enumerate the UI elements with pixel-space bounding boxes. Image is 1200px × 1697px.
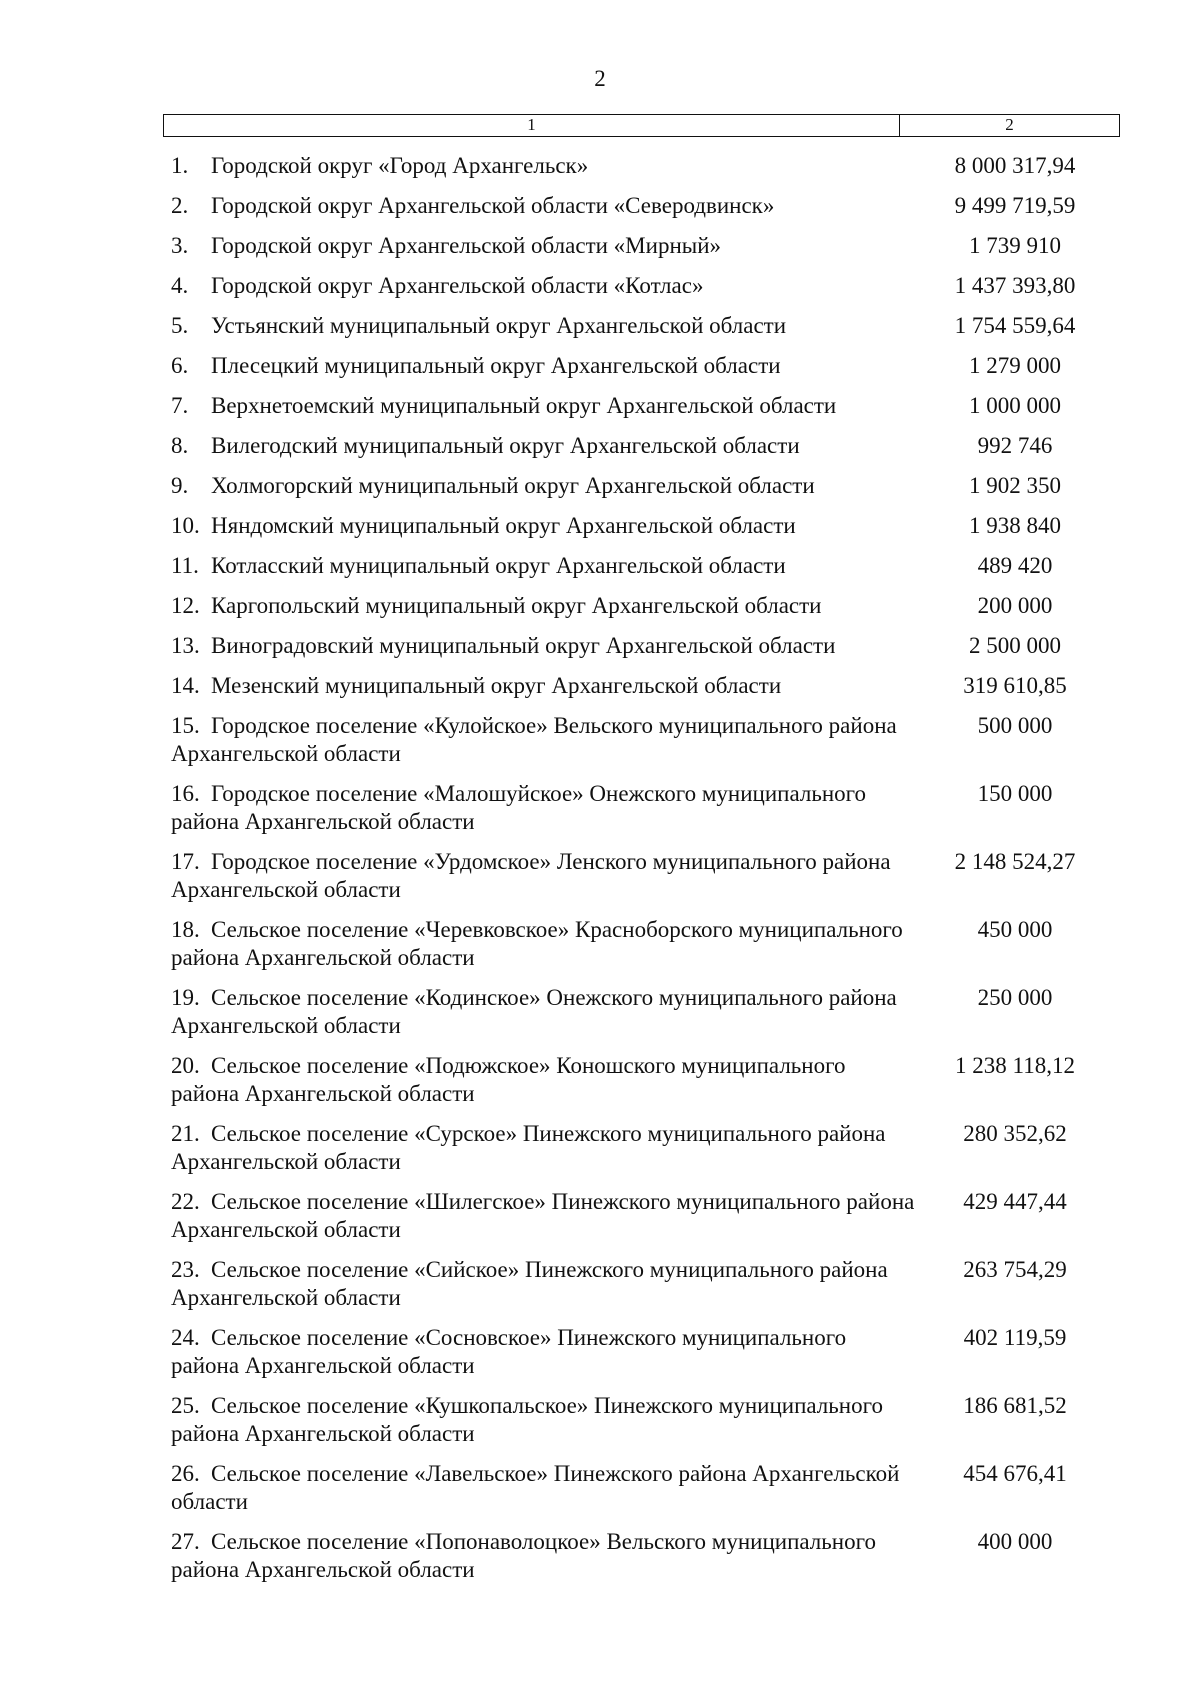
row-number: 20. — [171, 1053, 200, 1078]
table-row — [171, 1324, 1120, 1392]
row-number: 12. — [171, 593, 200, 618]
row-number: 17. — [171, 849, 200, 874]
row-name — [171, 1052, 926, 1120]
row-value: 1 000 000 — [969, 393, 1061, 418]
table-row — [171, 1188, 1120, 1256]
row-label: Городской округ Архангельской области «Северодвинск» — [211, 193, 775, 218]
row-name — [171, 848, 926, 916]
table-row — [171, 272, 1120, 312]
row-label: Холмогорский муниципальный округ Архангельской области — [211, 473, 815, 498]
row-value: 2 500 000 — [969, 633, 1061, 658]
header-col-2: 2 — [1005, 115, 1014, 134]
row-value: 1 902 350 — [969, 473, 1061, 498]
row-name — [171, 232, 926, 272]
page-number: 2 — [594, 66, 606, 91]
row-name — [171, 672, 926, 712]
row-number: 9. — [171, 473, 189, 498]
row-value: 2 148 524,27 — [954, 849, 1076, 874]
table-header — [163, 114, 1120, 137]
row-number: 3. — [171, 233, 189, 258]
row-name — [171, 1120, 926, 1188]
row-name — [171, 472, 926, 512]
row-number: 16. — [171, 781, 200, 806]
row-name — [171, 780, 926, 848]
row-name — [171, 392, 926, 432]
row-label: Сельское поселение «Сосновское» Пинежского муниципального района Архангельской области — [171, 1325, 847, 1378]
row-label: Мезенский муниципальный округ Архангельской области — [211, 673, 782, 698]
row-label: Сельское поселение «Подюжское» Коношского муниципального района Архангельской области — [171, 1053, 846, 1106]
table-row — [171, 152, 1120, 192]
row-name — [171, 432, 926, 472]
row-value: 1 279 000 — [969, 353, 1061, 378]
table-row — [171, 552, 1120, 592]
table-row — [171, 232, 1120, 272]
row-number: 25. — [171, 1393, 200, 1418]
row-name — [171, 592, 926, 632]
table-row — [171, 592, 1120, 632]
row-value: 200 000 — [977, 593, 1053, 618]
row-label: Городское поселение «Урдомское» Ленского муниципального района Архангельской области — [171, 849, 891, 902]
row-value: 250 000 — [977, 985, 1053, 1010]
row-name — [171, 1392, 926, 1460]
row-name — [171, 1256, 926, 1324]
row-value: 1 238 118,12 — [955, 1053, 1075, 1078]
table-row — [171, 780, 1120, 848]
row-label: Городское поселение «Малошуйское» Онежского муниципального района Архангельской области — [171, 781, 866, 834]
row-number: 26. — [171, 1461, 200, 1486]
row-label: Сельское поселение «Черевковское» Красноборского муниципального района Архангельской области — [171, 917, 903, 970]
table-row — [171, 392, 1120, 432]
table-row — [171, 1256, 1120, 1324]
row-label: Каргопольский муниципальный округ Архангельской области — [211, 593, 822, 618]
row-value: 400 000 — [977, 1529, 1053, 1554]
row-number: 27. — [171, 1529, 200, 1554]
row-number: 7. — [171, 393, 189, 418]
row-number: 10. — [171, 513, 200, 538]
row-name — [171, 272, 926, 312]
row-value: 429 447,44 — [963, 1189, 1067, 1214]
row-number: 5. — [171, 313, 189, 338]
table-row — [171, 632, 1120, 672]
row-value: 9 499 719,59 — [954, 193, 1076, 218]
row-name — [171, 352, 926, 392]
row-label: Верхнетоемский муниципальный округ Архангельской области — [211, 393, 837, 418]
row-value: 500 000 — [977, 713, 1053, 738]
row-label: Няндомский муниципальный округ Архангельской области — [211, 513, 796, 538]
table-body — [171, 152, 1120, 1596]
row-value: 992 746 — [977, 433, 1053, 458]
row-number: 13. — [171, 633, 200, 658]
row-value: 402 119,59 — [963, 1325, 1067, 1350]
row-label: Городской округ Архангельской области «Котлас» — [211, 273, 704, 298]
table-row — [171, 1460, 1120, 1528]
row-name — [171, 916, 926, 984]
row-value: 450 000 — [977, 917, 1053, 942]
row-value: 454 676,41 — [963, 1461, 1067, 1486]
row-name — [171, 984, 926, 1052]
row-number: 15. — [171, 713, 200, 738]
table-row — [171, 312, 1120, 352]
table-row — [171, 1528, 1120, 1596]
row-value: 1 437 393,80 — [954, 273, 1076, 298]
table-row — [171, 848, 1120, 916]
table-row — [171, 1052, 1120, 1120]
row-value: 489 420 — [977, 553, 1053, 578]
row-number: 11. — [171, 553, 199, 578]
row-name — [171, 632, 926, 672]
table-row — [171, 432, 1120, 472]
table-row — [171, 1392, 1120, 1460]
row-label: Городской округ «Город Архангельск» — [211, 153, 589, 178]
table-row — [171, 472, 1120, 512]
row-value: 280 352,62 — [963, 1121, 1067, 1146]
row-value: 263 754,29 — [963, 1257, 1067, 1282]
row-number: 24. — [171, 1325, 200, 1350]
row-label: Сельское поселение «Шилегское» Пинежского муниципального района Архангельской области — [171, 1189, 915, 1242]
table-row — [171, 916, 1120, 984]
row-name — [171, 192, 926, 232]
row-value: 150 000 — [977, 781, 1053, 806]
row-number: 2. — [171, 193, 189, 218]
row-value: 1 938 840 — [969, 513, 1061, 538]
row-label: Сельское поселение «Сийское» Пинежского муниципального района Архангельской области — [171, 1257, 888, 1310]
table-row — [171, 672, 1120, 712]
row-label: Вилегодский муниципальный округ Архангельской области — [211, 433, 800, 458]
row-value: 1 754 559,64 — [954, 313, 1076, 338]
row-number: 21. — [171, 1121, 200, 1146]
row-number: 19. — [171, 985, 200, 1010]
table-row — [171, 984, 1120, 1052]
row-number: 14. — [171, 673, 200, 698]
header-col-1: 1 — [164, 115, 900, 136]
row-label: Котласский муниципальный округ Архангельской области — [211, 553, 786, 578]
row-label: Сельское поселение «Кодинское» Онежского муниципального района Архангельской области — [171, 985, 897, 1038]
row-label: Виноградовский муниципальный округ Архангельской области — [211, 633, 836, 658]
row-label: Сельское поселение «Лавельское» Пинежского района Архангельской области — [171, 1461, 900, 1514]
row-number: 6. — [171, 353, 189, 378]
table-row — [171, 1120, 1120, 1188]
row-value: 8 000 317,94 — [954, 153, 1076, 178]
row-number: 4. — [171, 273, 189, 298]
row-value: 1 739 910 — [969, 233, 1061, 258]
row-label: Городской округ Архангельской области «Мирный» — [211, 233, 722, 258]
row-name — [171, 312, 926, 352]
row-value: 186 681,52 — [963, 1393, 1067, 1418]
row-name — [171, 152, 926, 192]
table-row — [171, 512, 1120, 552]
row-name — [171, 512, 926, 552]
table-row — [171, 712, 1120, 780]
row-label: Сельское поселение «Сурское» Пинежского муниципального района Архангельской области — [171, 1121, 886, 1174]
row-number: 1. — [171, 153, 189, 178]
row-label: Городское поселение «Кулойское» Вельского муниципального района Архангельской области — [171, 713, 897, 766]
row-number: 22. — [171, 1189, 200, 1214]
row-number: 23. — [171, 1257, 200, 1282]
table-row — [171, 192, 1120, 232]
row-value: 319 610,85 — [963, 673, 1067, 698]
row-number: 18. — [171, 917, 200, 942]
row-name — [171, 552, 926, 592]
row-name — [171, 1324, 926, 1392]
row-name — [171, 712, 926, 780]
row-label: Устьянский муниципальный округ Архангельской области — [211, 313, 787, 338]
row-label: Сельское поселение «Попонаволоцкое» Вельского муниципального района Архангельской области — [171, 1529, 876, 1582]
row-name — [171, 1188, 926, 1256]
row-name — [171, 1528, 926, 1596]
row-label: Плесецкий муниципальный округ Архангельской области — [211, 353, 781, 378]
row-label: Сельское поселение «Кушкопальское» Пинежского муниципального района Архангельской области — [171, 1393, 883, 1446]
table-row — [171, 352, 1120, 392]
row-name — [171, 1460, 926, 1528]
row-number: 8. — [171, 433, 189, 458]
